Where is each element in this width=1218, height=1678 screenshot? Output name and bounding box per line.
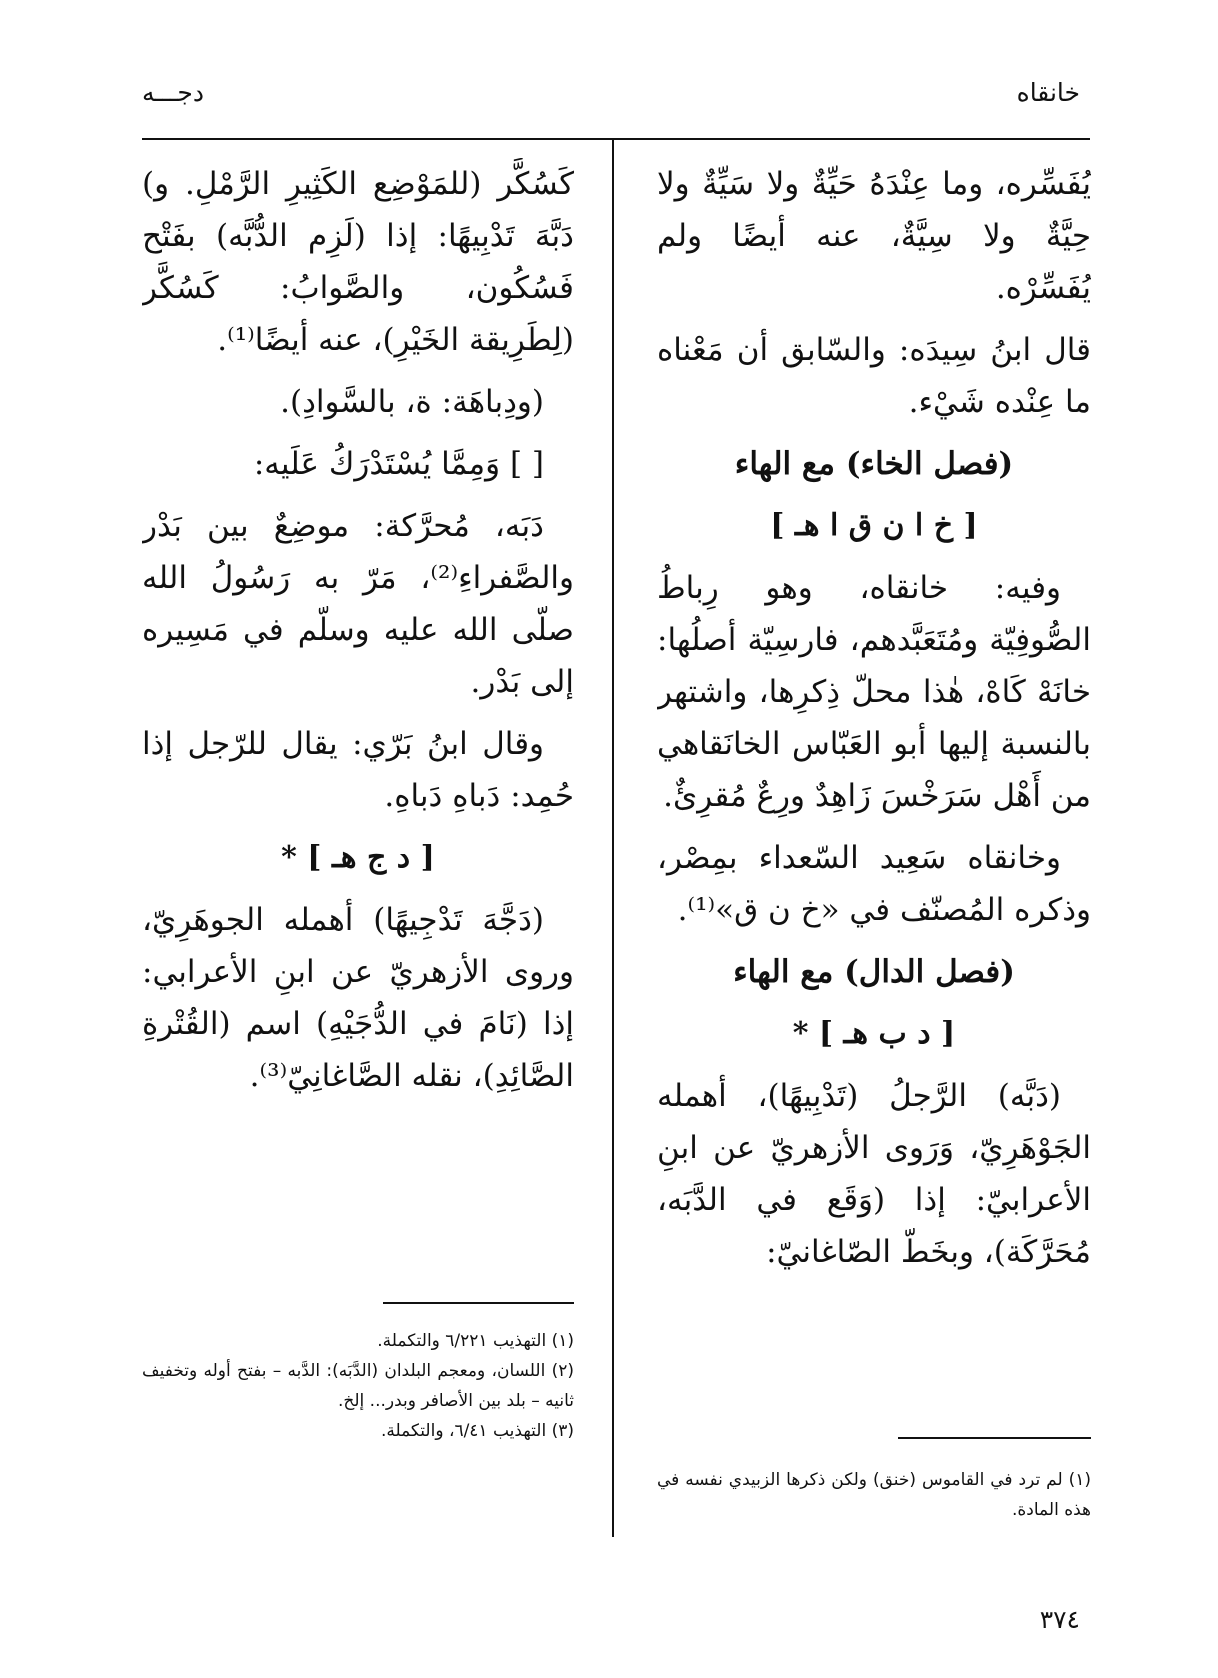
paragraph: يُفَسِّره، وما عِنْدَهُ حَيِّةٌ ولا سَيِّةٌ ولا حِيَّةٌ ولا سِيَّةٌ، عنه أيضًا ولم يُفَسِّرْه. (657, 166, 1091, 306)
paragraph: قال ابنُ سِيدَه: والسّابق أن مَعْناه ما عِنْده شَيْء. (657, 332, 1091, 420)
paragraph: [ ] وَمِمَّا يُسْتَدْرَكُ عَلَيه: (253, 446, 544, 482)
footnote: (١) لم ترد في القاموس (خنق) ولكن ذكرها الزبيدي نفسه في هذه المادة. (657, 1470, 1091, 1520)
footnote: (٢) اللسان، ومعجم البلدان (الدَّبَه): الدَّبه – بفتح أوله وتخفيف ثانيه – بلد بين الأصافر وبدر... إلخ. (142, 1361, 574, 1411)
page-number: ٣٧٤ (1039, 1605, 1080, 1634)
header-entry-title-left: دجـــه (142, 78, 204, 107)
section-heading: (فصل الخاء) مع الهاء (734, 446, 1014, 482)
paragraph: وقال ابنُ بَرّي: يقال للرّجل إذا حُمِد: دَباهِ دَباهِ. (142, 726, 574, 814)
entry-root: [ د ب هـ ] * (792, 1016, 956, 1051)
entry-root: [ خ ا ن ق ا هـ ] (770, 508, 978, 543)
paragraph: وخانقاه سَعِيد السّعداء بمِصْر، وذكره المُصنّف في «خ ن ق»⁽¹⁾. (657, 840, 1091, 928)
paragraph: كَسُكَّر (للمَوْضِع الكَثِيرِ الرَّمْلِ. و) دَبَّهَ تَدْبِيهًا: إذا (لَزِم الدُّبَّه) بفَتْح فَسُكُون، والصَّوابُ: كَسُكَّر (لِطَرِيقة الخَيْرِ)، عنه أيضًا⁽¹⁾. (142, 166, 574, 358)
footnote-rule (383, 1302, 574, 1304)
paragraph: (ودِباهَة: ة، بالسَّوادِ). (280, 384, 544, 420)
paragraph: (دَبَّه) الرَّجلُ (تَدْبِيهًا)، أهمله الجَوْهَرِيّ، وَرَوى الأزهريّ عن ابنِ الأعرابيّ: إذا (وَقَع في الدَّبَه، مُحَرَّكَة)، وبخَطّ الصّاغانيّ: (657, 1078, 1091, 1270)
left-column (142, 158, 574, 1298)
paragraph: دَبَه، مُحرَّكة: موضِعٌ بين بَدْر والصَّفراءِ⁽²⁾، مَرّ به رَسُولُ الله صلّى الله عليه وسلّم في مَسِيره إلى بَدْر. (142, 508, 574, 700)
paragraph: وفيه: خانقاه، وهو رِباطُ الصُّوفِيّة ومُتَعَبَّدهم، فارسِيّة أصلُها: خانَهْ كَاهْ، هٰذا محلّ ذِكرِها، واشتهر بالنسبة إليها أبو العَبّاس الخانَقاهي من أَهْل سَرَخْسَ زَاهِدٌ ورِعٌ مُقرِئٌ. (657, 570, 1091, 814)
right-column (657, 158, 1091, 1413)
footnotes-left (142, 1326, 574, 1446)
entry-root: [ د ج هـ ] * (281, 840, 435, 875)
footnote: (١) التهذيب ٦/٢٢١ والتكملة. (377, 1331, 574, 1351)
header-entry-title: خانقاه (1016, 78, 1080, 107)
footnote-rule (898, 1437, 1091, 1439)
footnote: (٣) التهذيب ٦/٤١، والتكملة. (380, 1421, 574, 1441)
header-rule (142, 138, 1090, 140)
section-heading: (فصل الدال) مع الهاء (733, 954, 1015, 990)
paragraph: (دَجَّهَ تَدْجِيهًا) أهمله الجوهَرِيّ، وروى الأزهريّ عن ابنِ الأعرابي: إذا (نَامَ في الدُّجَيْهِ) اسم (القُتْرةِ الصَّائِدِ)، نقله الصَّاغانِيّ⁽³⁾. (142, 902, 574, 1094)
column-divider (612, 140, 614, 1537)
footnotes-right (657, 1465, 1091, 1525)
